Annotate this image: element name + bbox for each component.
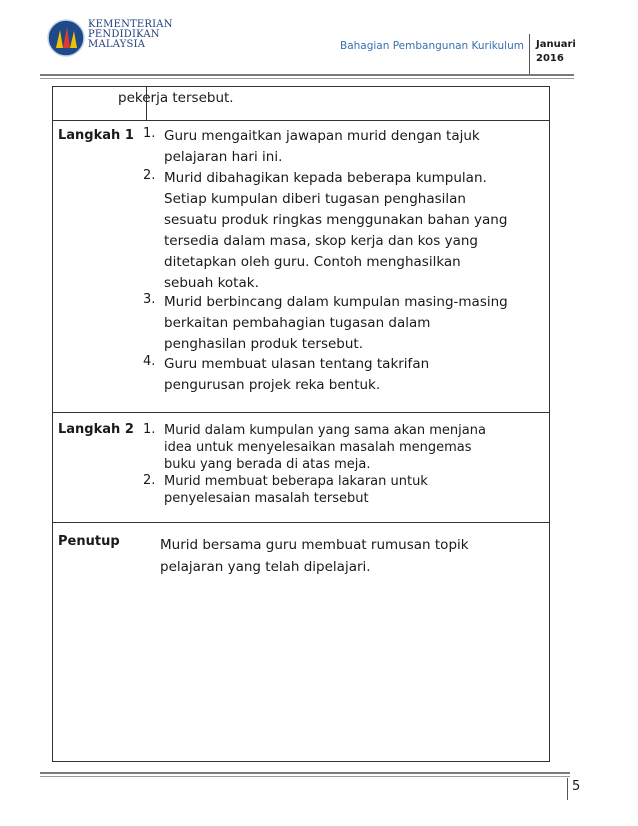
row-label-langkah-2: Langkah 2 (58, 422, 134, 437)
list-item: 4. Guru membuat ulasan tentang takrifan pengurusan projek reka bentuk. (143, 354, 430, 393)
row-divider (52, 120, 550, 121)
page-number: 5 (572, 779, 581, 794)
list-item: 1. Guru mengaitkan jawapan murid dengan tajuk pelajaran hari ini. (143, 126, 480, 165)
footer-rule-thin (40, 776, 570, 777)
list-item: 2. Murid dibahagikan kepada beberapa kumpulan. Setiap kumpulan diberi tugasan penghasilan sesuatu produk ringkas menggunakan bahan yang tersedia dalam masa, skop kerja dan kos yang ditetapkan oleh guru. Contoh menghasilkan sebuah kotak. (143, 168, 508, 291)
department-name: Bahagian Pembangunan Kurikulum (339, 40, 524, 52)
ministry-name: KEMENTERIAN PENDIDIKAN MALAYSIA (88, 19, 173, 50)
lesson-steps-table (52, 86, 550, 762)
row-divider (52, 522, 550, 523)
penutup-text: Murid bersama guru membuat rumusan topik pelajaran yang telah dipelajari. (160, 537, 469, 575)
header-date: Januari 2016 (536, 39, 576, 64)
row-label-langkah-1: Langkah 1 (58, 128, 134, 143)
footer-rule (40, 772, 570, 774)
row-divider (52, 412, 550, 413)
list-item: 3. Murid berbincang dalam kumpulan masing-masing berkaitan pembahagian tugasan dalam penghasilan produk tersebut. (143, 292, 508, 352)
footer-divider (567, 778, 568, 800)
header-rule-thin (40, 78, 574, 79)
ministry-crest-icon (46, 18, 86, 58)
row-label-penutup: Penutup (58, 534, 120, 549)
list-item: 1. Murid dalam kumpulan yang sama akan menjana idea untuk menyelesaikan masalah mengemas buku yang berada di atas meja. (143, 422, 486, 472)
ministry-logo (46, 18, 186, 58)
list-item: 2. Murid membuat beberapa lakaran untuk penyelesaian masalah tersebut (143, 473, 428, 506)
continuation-text: pekerja tersebut. (118, 90, 234, 106)
header-rule (40, 74, 574, 76)
header-divider (529, 34, 530, 74)
